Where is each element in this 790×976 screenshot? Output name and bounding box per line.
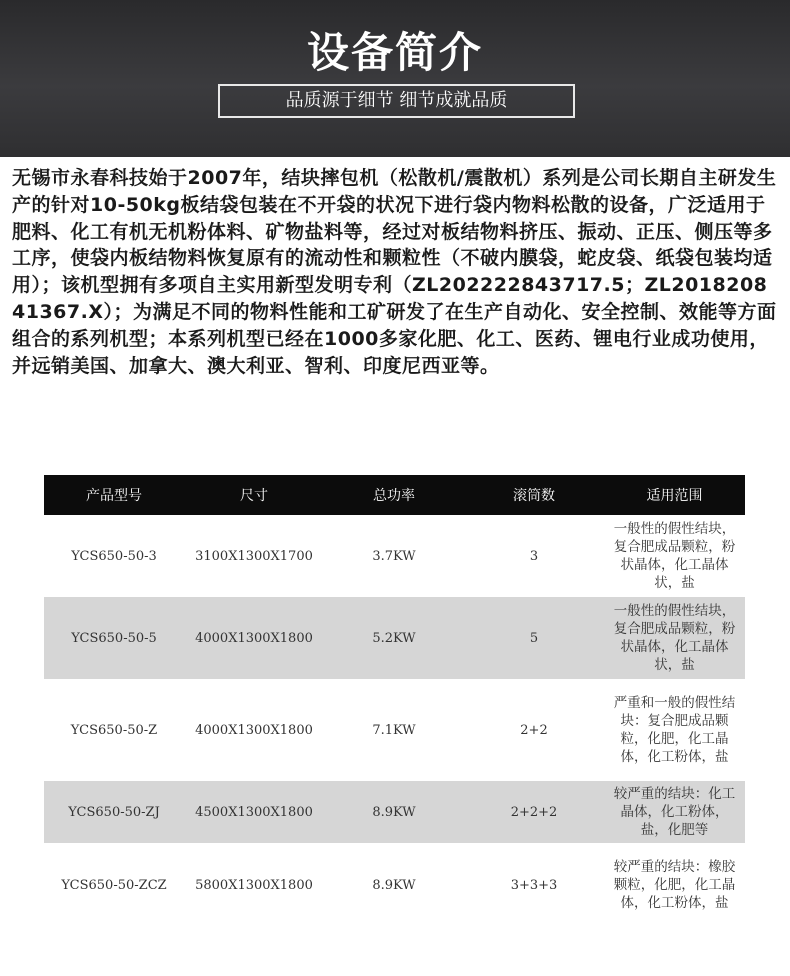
header-size: 尺寸 — [240, 488, 268, 504]
cell-power: 7.1KW — [372, 722, 416, 738]
header-drums: 滚筒数 — [513, 488, 555, 504]
cell-scope: 一般性的假性结块，复合肥成品颗粒，粉状晶体，化工晶体状，盐 — [613, 521, 736, 591]
cell-size: 3100X1300X1700 — [195, 548, 313, 564]
cell-power: 5.2KW — [372, 630, 416, 646]
cell-drums: 3 — [529, 548, 539, 564]
cell-power: 8.9KW — [372, 877, 416, 893]
intro-paragraph: 无锡市永春科技始于2007年，结块摔包机（松散机/震散机）系列是公司长期自主研发生产的针对10-50kg板结袋包装在不开袋的状况下进行袋内物料松散的设备，广泛适用于肥料、化工有机无机粉体料、矿物盐料等，经过对板结物料挤压、振动、正压、侧压等多工序，使袋内板结物料恢复原有的流动性和颗粒性（不破内膜袋，蛇皮袋、纸袋包装均适用）；该机型拥有多项自主实用新型发明专利（ZL202222843717.5；ZL201820841367.X）；为满足不同的物料性能和工矿研发了在生产自动化、安全控制、效能等方面组合的系列机型；本系列机型已经在1000多家化肥、化工、医药、锂电行业成功使用，并远销美国、加拿大、澳大利亚、智利、印度尼西亚等。 — [12, 167, 777, 377]
header-scope: 适用范围 — [646, 488, 703, 504]
table-row — [44, 597, 745, 679]
cell-size: 4000X1300X1800 — [195, 722, 313, 738]
header-power: 总功率 — [373, 488, 415, 504]
product-table — [44, 475, 745, 927]
header-model: 产品型号 — [86, 488, 142, 504]
cell-model: YCS650-50-ZCZ — [61, 877, 167, 893]
cell-drums: 2+2 — [520, 722, 548, 738]
cell-model: YCS650-50-Z — [70, 722, 158, 738]
cell-drums: 3+3+3 — [510, 877, 558, 893]
cell-scope: 较严重的结块：化工晶体，化工粉体，盐，化肥等 — [613, 786, 736, 838]
cell-power: 3.7KW — [372, 548, 416, 564]
page-title: 设备简介 — [306, 28, 483, 77]
cell-model: YCS650-50-ZJ — [68, 804, 160, 820]
table-row — [44, 781, 745, 843]
cell-size: 5800X1300X1800 — [195, 877, 313, 893]
table-row — [44, 515, 745, 597]
cell-model: YCS650-50-5 — [71, 630, 157, 646]
table-row — [44, 843, 745, 927]
cell-scope: 较严重的结块：橡胶颗粒，化肥，化工晶体，化工粉体，盐 — [613, 859, 736, 911]
cell-model: YCS650-50-3 — [71, 548, 157, 564]
cell-drums: 5 — [529, 630, 539, 646]
table-row — [44, 679, 745, 781]
table-header — [44, 475, 745, 515]
header-banner — [0, 0, 790, 157]
cell-power: 8.9KW — [372, 804, 416, 820]
cell-size: 4000X1300X1800 — [195, 630, 313, 646]
cell-scope: 一般性的假性结块，复合肥成品颗粒，粉状晶体，化工晶体状，盐 — [613, 603, 736, 673]
cell-drums: 2+2+2 — [510, 804, 558, 820]
cell-size: 4500X1300X1800 — [195, 804, 313, 820]
cell-scope: 严重和一般的假性结块：复合肥成品颗粒，化肥，化工晶体，化工粉体，盐 — [613, 695, 736, 765]
page-subtitle: 品质源于细节 细节成就品质 — [218, 84, 575, 118]
